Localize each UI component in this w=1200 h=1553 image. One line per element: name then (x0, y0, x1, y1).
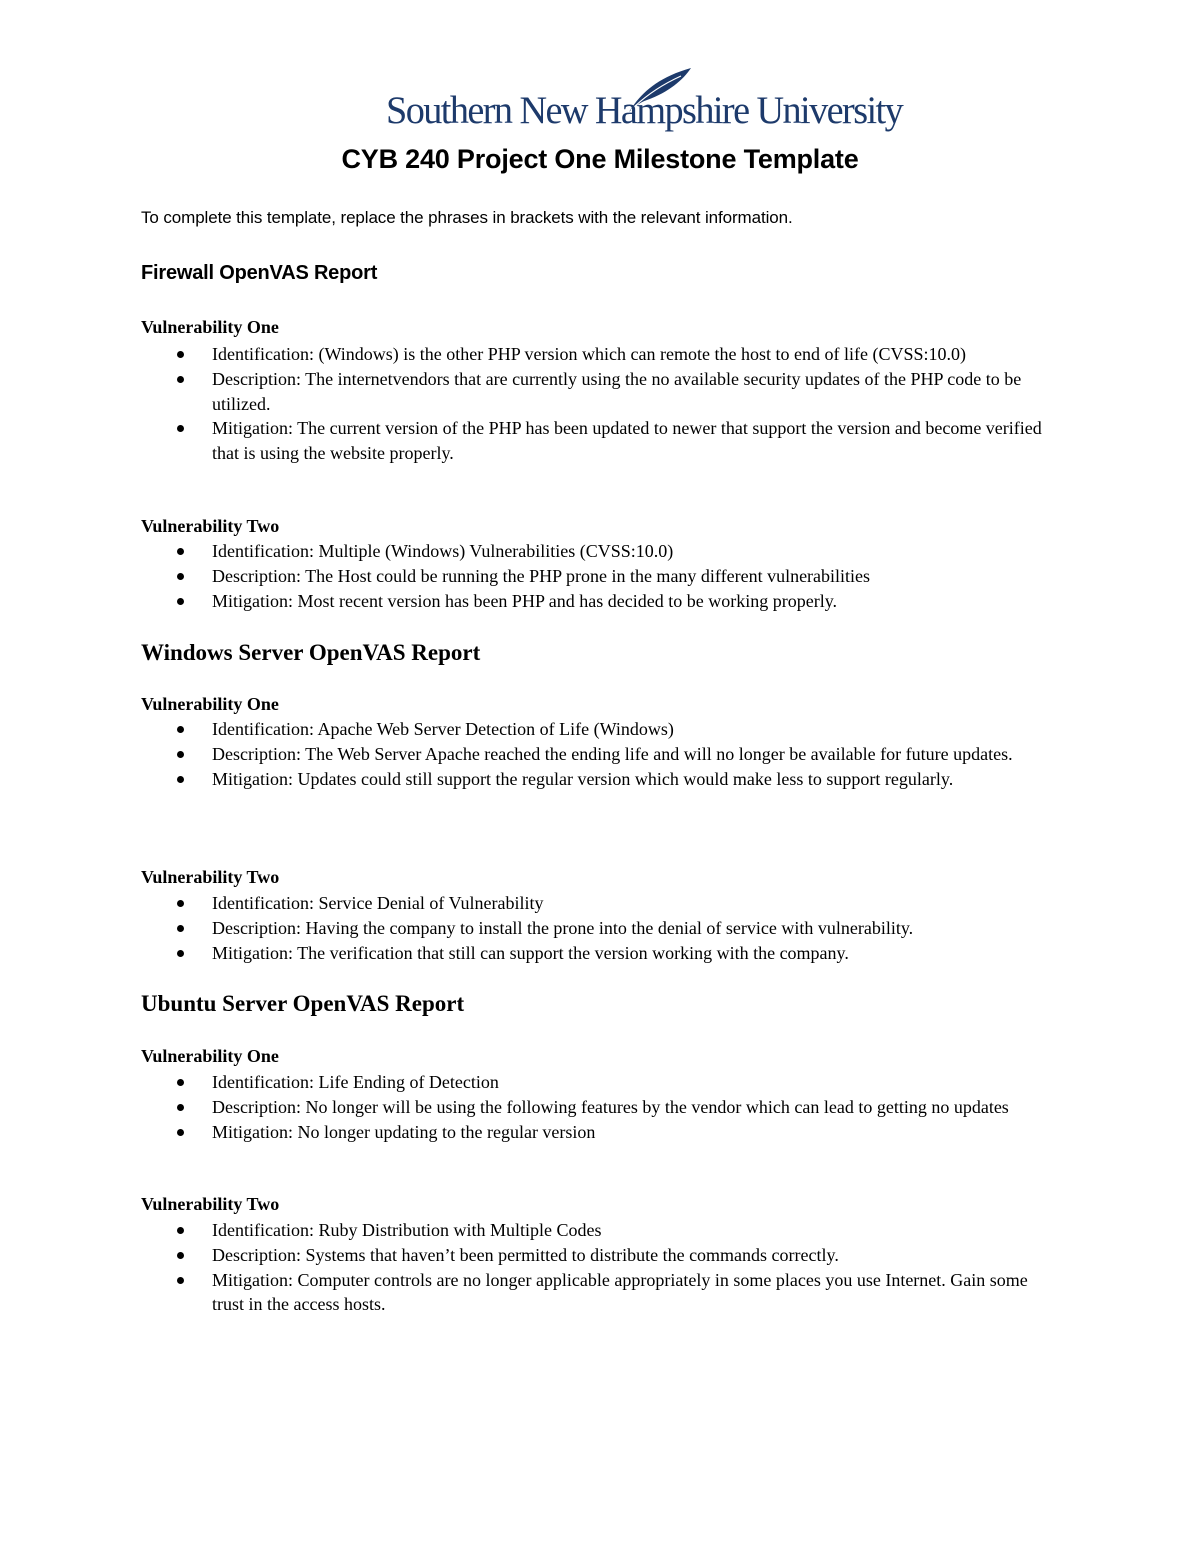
bullet-list (141, 1218, 1061, 1317)
vulnerability-heading: Vulnerability Two (141, 516, 280, 536)
bullet-icon (177, 776, 184, 783)
section-heading-ubuntu-server: Ubuntu Server OpenVAS Report (141, 991, 465, 1016)
list-item (141, 589, 1061, 614)
bullet-icon (177, 900, 184, 907)
list-item (141, 941, 1061, 966)
list-item (141, 742, 1061, 767)
bullet-icon (177, 573, 184, 580)
bullet-icon (177, 1277, 184, 1284)
bullet-icon (177, 351, 184, 358)
bullet-icon (177, 726, 184, 733)
bullet-icon (177, 751, 184, 758)
list-item-text: Identification: Ruby Distribution with Multiple Codes (212, 1220, 602, 1240)
bullet-list (141, 342, 1061, 466)
bullet-icon (177, 425, 184, 432)
university-logo (386, 66, 903, 138)
list-item (141, 1218, 1061, 1243)
list-item (141, 1120, 1061, 1145)
vulnerability-heading: Vulnerability Two (141, 1194, 280, 1214)
bullet-list (141, 891, 1061, 965)
list-item-text: Description: The internetvendors that are currently using the no available security updates of the PHP code to be utilized. (212, 368, 1022, 414)
bullet-list (141, 717, 1061, 791)
list-item-text: Description: Systems that haven’t been permitted to distribute the commands correctly. (212, 1244, 839, 1265)
vulnerability-heading: Vulnerability One (141, 694, 279, 714)
list-item-text: Mitigation: The current version of the PHP has been updated to newer that support the version and become verified that is using the website properly. (212, 418, 1042, 464)
bullet-icon (177, 1227, 184, 1234)
list-item-text: Identification: Service Denial of Vulnerability (212, 893, 544, 913)
list-item-text: Description: The Web Server Apache reached the ending life and will no longer be available for future updates. (212, 743, 1013, 764)
list-item-text: Mitigation: Updates could still support the regular version which would make less to support regularly. (212, 768, 954, 789)
vulnerability-heading: Vulnerability One (141, 317, 279, 337)
bullet-list (141, 1070, 1061, 1144)
instructions-text: To complete this template, replace the phrases in brackets with the relevant information. (141, 208, 793, 227)
list-item (141, 916, 1061, 941)
list-item (141, 1070, 1061, 1095)
list-item-text: Description: No longer will be using the following features by the vendor which can lead to getting no updates (212, 1096, 1009, 1117)
list-item-text: Mitigation: Computer controls are no longer applicable appropriately in some places you use Internet. Gain some trust in the access hosts. (212, 1269, 1028, 1315)
list-item-text: Mitigation: The verification that still can support the version working with the company. (212, 942, 849, 963)
list-item (141, 767, 1061, 792)
list-item-text: Mitigation: Most recent version has been PHP and has decided to be working properly. (212, 590, 838, 611)
list-item (141, 416, 1061, 466)
list-item (141, 891, 1061, 916)
bullet-icon (177, 598, 184, 605)
page-title: CYB 240 Project One Milestone Template (341, 144, 859, 174)
bullet-icon (177, 1079, 184, 1086)
list-item-text: Identification: (Windows) is the other PHP version which can remote the host to end of life (CVSS:10.0) (212, 344, 966, 364)
vulnerability-heading: Vulnerability One (141, 1046, 279, 1066)
bullet-icon (177, 1129, 184, 1136)
bullet-icon (177, 376, 184, 383)
list-item (141, 564, 1061, 589)
list-item (141, 539, 1061, 564)
list-item-text: Identification: Apache Web Server Detection of Life (Windows) (212, 719, 674, 739)
list-item-text: Description: Having the company to install the prone into the denial of service with vulnerability. (212, 917, 914, 938)
list-item (141, 342, 1061, 367)
section-heading-windows-server: Windows Server OpenVAS Report (141, 640, 481, 665)
vulnerability-heading: Vulnerability Two (141, 867, 280, 887)
logo-wordmark: Southern New Hampshire University (386, 89, 903, 132)
list-item-text: Identification: Life Ending of Detection (212, 1072, 499, 1092)
list-item (141, 1268, 1061, 1318)
list-item-text: Identification: Multiple (Windows) Vulnerabilities (CVSS:10.0) (212, 541, 674, 561)
list-item (141, 717, 1061, 742)
list-item (141, 1095, 1061, 1120)
bullet-list (141, 539, 1061, 613)
list-item-text: Mitigation: No longer updating to the regular version (212, 1121, 596, 1142)
bullet-icon (177, 950, 184, 957)
bullet-icon (177, 925, 184, 932)
list-item (141, 1243, 1061, 1268)
section-heading-firewall: Firewall OpenVAS Report (141, 262, 378, 284)
bullet-icon (177, 1252, 184, 1259)
bullet-icon (177, 548, 184, 555)
list-item-text: Description: The Host could be running the PHP prone in the many different vulnerabilities (212, 565, 871, 586)
list-item (141, 367, 1061, 417)
bullet-icon (177, 1104, 184, 1111)
